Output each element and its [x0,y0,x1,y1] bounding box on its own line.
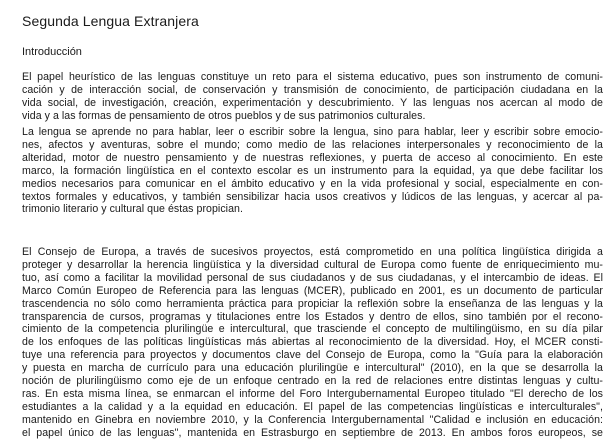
paragraph-2 [22,126,603,216]
paragraph-line: textos formales y educativos, y también sensibilizar hacia usos creativos y lúdicos de las lenguas, y acercar al pa- [22,190,603,203]
paragraph-line: cación y de interacción social, de conservación y transmisión de conocimiento, de participación ciudadana en la [22,83,603,96]
paragraph-line: trascendencia no sólo como herramienta práctica para propiciar la reflexión sobre la enseñanza de las lenguas y la [22,297,603,310]
section-heading: Introducción [22,46,82,58]
paragraph-line: vida social, de investigación, creación, experimentación y descubrimiento. Y las lenguas nos acercan al modo de [22,96,603,109]
paragraph-line: ras. En esta misma línea, se enmarcan el informe del Foro Intergubernamental Europeo titulado "El derecho de los [22,387,603,400]
paragraph-line: marco, la formación lingüística en el contexto escolar es un instrumento para la equidad, ya que debe facilitar los [22,164,603,177]
paragraph-line: medios necesarios para comunicar en el ámbito educativo y en la vida profesional y social, especialmente en con- [22,177,603,190]
paragraph-3 [22,246,603,439]
paragraph-line: La lengua se aprende no para hablar, leer o escribir sobre la lengua, sino para hablar, leer y escribir sobre emocio- [22,126,603,138]
paragraph-line: transparencia de cursos, programas y titulaciones entre los Estados y dentro de ellos, sino también por el recono- [22,310,603,323]
paragraph-line: tuye una referencia para proyectos y documentos clave del Consejo de Europa, como la "Guía para la elaboración [22,349,603,362]
paragraph-line: el papel único de las lenguas", mantenida en Estrasburgo en septiembre de 2013. En ambos foros europeos, se [22,426,603,439]
paragraph-line: trimonio literario y cultural que éstas propician. [22,203,243,216]
paragraph-line: El papel heurístico de las lenguas constituye un reto para el sistema educativo, pues son instrumento de comuni- [22,71,603,83]
paragraph-line: alteridad, motor de nuestro pensamiento y de nuestras reflexiones, y puerta de acceso al conocimiento. En este [22,151,603,164]
document-title: Segunda Lengua Extranjera [22,13,199,29]
paragraph-line: Marco Común Europeo de Referencia para las lenguas (MCER), publicado en 2001, es un documento de particular [22,284,603,297]
paragraph-line: estudiantes a la calidad y a la equidad en educación. El papel de las competencias lingüísticas e interculturales", [22,400,603,413]
paragraph-line: El Consejo de Europa, a través de sucesivos proyectos, está comprometido en una política lingüística dirigida a [22,246,603,258]
paragraph-1 [22,71,603,123]
paragraph-line: y puesta en marcha de currículo para una educación plurilingüe e intercultural" (2010), en la que se desarrolla la [22,362,603,375]
paragraph-line: mantenido en Ginebra en noviembre 2010, y la Conferencia Intergubernamental "Calidad e inclusión en educación: [22,413,603,426]
paragraph-line: cimiento de la competencia plurilingüe e intercultural, que trasciende el concepto de multilingüismo, en su día pilar [22,323,603,336]
paragraph-line: proteger y desarrollar la herencia lingüística y la diversidad cultural de Europa como fuente de enriquecimiento mu- [22,258,603,271]
paragraph-line: vida y a las formas de pensamiento de otros pueblos y de sus patrimonios culturales. [22,109,426,122]
paragraph-line: tuo, así como a facilitar la movilidad personal de sus ciudadanos y de sus ciudadanas, y el intercambio de ideas. El [22,271,603,284]
paragraph-line: nes, afectos y aventuras, sobre el mundo; como medio de las relaciones interpersonales y reconocimiento de la [22,138,603,151]
paragraph-line: de los enfoques de las políticas lingüísticas más abiertas al reconocimiento de la diversidad. Hoy, el MCER consti- [22,336,603,349]
paragraph-line: noción de plurilingüismo como eje de un enfoque centrado en la red de relaciones entre distintas lenguas y cultu- [22,375,603,388]
